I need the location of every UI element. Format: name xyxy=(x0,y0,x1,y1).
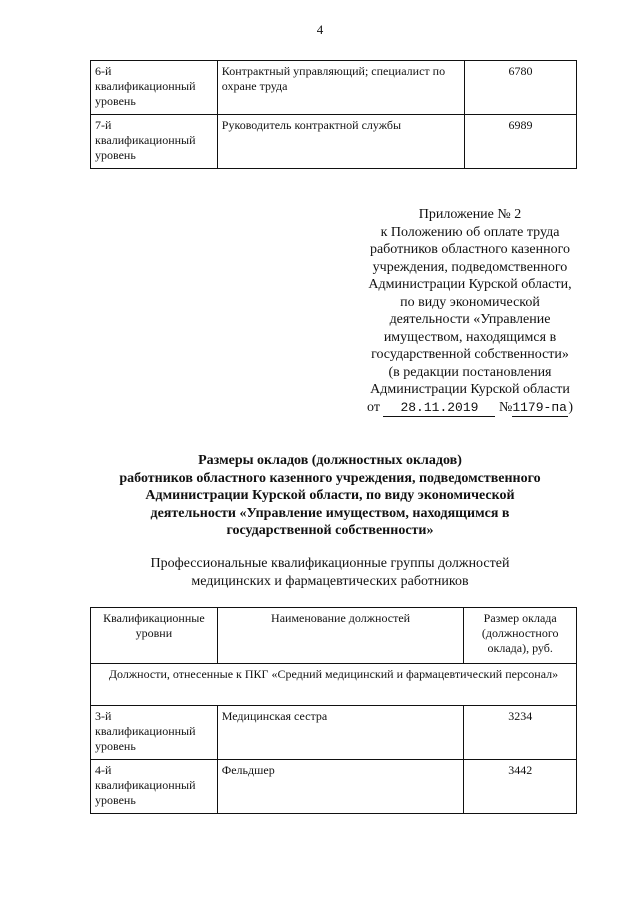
salary-cell: 6989 xyxy=(464,115,576,169)
table-row xyxy=(91,760,577,814)
salary-table xyxy=(90,607,577,814)
level-cell: 4-й квалификационный уровень xyxy=(91,760,218,814)
appendix-line: государственной собственности» xyxy=(371,347,569,362)
resolution-date: 28.11.2019 xyxy=(383,399,495,418)
resolution-number: 1179-па xyxy=(512,399,568,418)
appendix-line: по виду экономической xyxy=(400,294,540,310)
subtitle-line: медицинских и фармацевтических работников xyxy=(191,573,469,589)
title-line: государственной собственности» xyxy=(226,523,434,538)
date-prefix: от xyxy=(367,399,380,415)
document-title xyxy=(60,452,600,540)
group-row xyxy=(91,664,577,706)
level-cell: 6-й квалификационный уровень xyxy=(91,61,218,115)
appendix-line: Администрации Курской области xyxy=(370,382,570,397)
appendix-line: деятельности «Управление xyxy=(389,312,551,327)
table-row xyxy=(91,706,577,760)
title-line: Администрации Курской области, по виду экономической xyxy=(145,488,515,503)
position-cell: Контрактный управляющий; специалист по охране труда xyxy=(217,61,464,115)
salary-cell: 6780 xyxy=(464,61,576,115)
appendix-line: работников областного казенного xyxy=(369,242,571,257)
section-subtitle xyxy=(60,555,600,590)
appendix-block xyxy=(300,206,600,417)
salary-cell: 3442 xyxy=(464,760,577,814)
salary-table-continued xyxy=(90,60,577,169)
title-line: работников областного казенного учреждения, подведомственного xyxy=(119,470,541,486)
level-cell: 3-й квалификационный уровень xyxy=(91,706,218,760)
table-header-row xyxy=(91,608,577,664)
title-line: деятельности «Управление имуществом, находящимся в xyxy=(150,505,510,521)
header-level: Квалификационные уровни xyxy=(91,608,218,664)
title-line: Размеры окладов (должностных окладов) xyxy=(198,453,462,468)
appendix-line: к Положению об оплате труда xyxy=(380,224,560,240)
appendix-line: имуществом, находящимся в xyxy=(383,329,557,345)
salary-cell: 3234 xyxy=(464,706,577,760)
page-number: 4 xyxy=(316,22,324,37)
appendix-line: учреждения, подведомственного xyxy=(372,259,568,275)
appendix-line: Администрации Курской области, xyxy=(368,277,572,292)
header-salary: Размер оклада (должностного оклада), руб. xyxy=(464,608,577,664)
header-position: Наименование должностей xyxy=(217,608,464,664)
subtitle-line: Профессиональные квалификационные группы должностей xyxy=(150,556,510,571)
group-label: Должности, отнесенные к ПКГ «Средний медицинский и фармацевтический персонал» xyxy=(91,664,577,706)
table-row xyxy=(91,61,577,115)
position-cell: Руководитель контрактной службы xyxy=(217,115,464,169)
position-cell: Медицинская сестра xyxy=(217,706,464,760)
appendix-date-line xyxy=(340,399,600,418)
level-cell: 7-й квалификационный уровень xyxy=(91,115,218,169)
appendix-line: (в редакции постановления xyxy=(388,364,552,380)
position-cell: Фельдшер xyxy=(217,760,464,814)
closing-paren: ) xyxy=(568,399,573,415)
appendix-line: Приложение № 2 xyxy=(418,207,522,222)
table-row xyxy=(91,115,577,169)
number-prefix: № xyxy=(498,399,513,415)
